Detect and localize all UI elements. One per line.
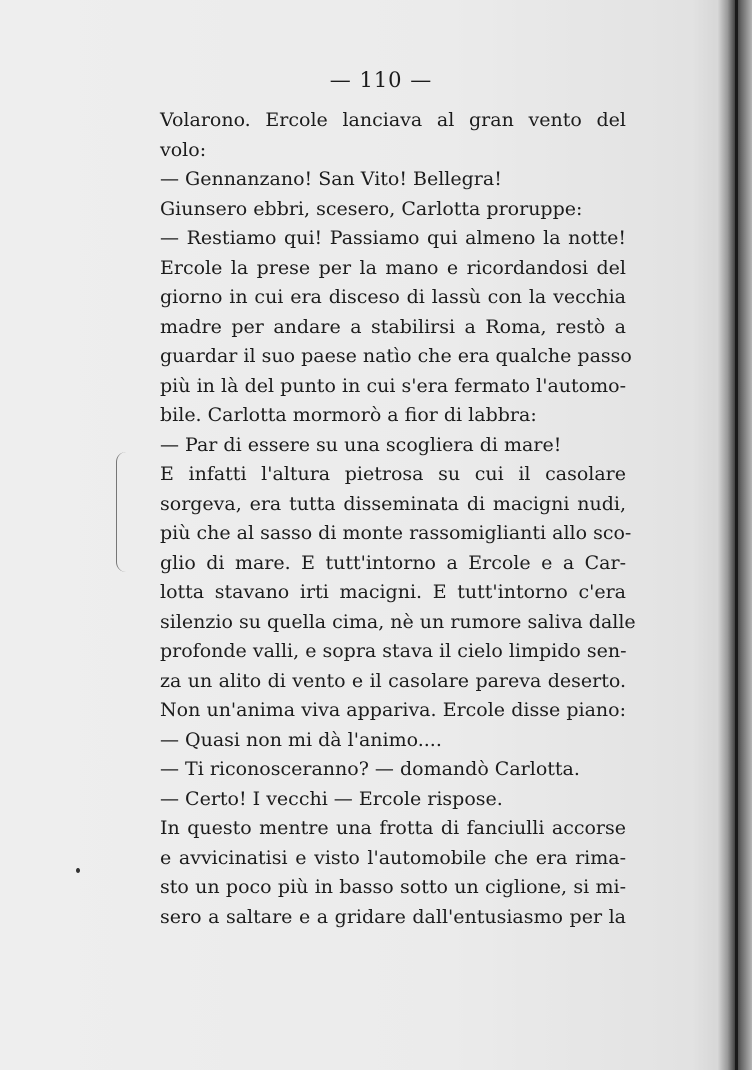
text-line: — Gennanzano! San Vito! Bellegra! — [160, 168, 502, 190]
text-line: Volarono. Ercole lanciava al gran vento del — [160, 109, 626, 131]
text-line: profonde valli, e sopra stava il cielo limpido sen- — [160, 640, 627, 662]
text-line: E infatti l'altura pietrosa su cui il casolare — [160, 463, 626, 485]
spine-shadow-line — [735, 0, 738, 1070]
text-line: sto un poco più in basso sotto un ciglione, si mi- — [160, 876, 626, 898]
text-line: za un alito di vento e il casolare pareva deserto. — [160, 669, 626, 692]
text-line: sero a saltare e a gridare dall'entusiasmo per la — [160, 905, 626, 928]
text-line: Non un'anima viva appariva. Ercole disse piano: — [160, 699, 626, 721]
margin-pencil-mark — [116, 452, 135, 572]
text-line: guardar il suo paese natìo che era qualche passo — [160, 345, 632, 367]
text-line: — Quasi non mi dà l'animo.... — [160, 728, 442, 751]
text-line: — Certo! I vecchi — Ercole rispose. — [160, 787, 503, 810]
text-line: volo: — [160, 138, 207, 161]
text-line: e avvicinatisi e visto l'automobile che era rima- — [160, 846, 626, 869]
text-line: In questo mentre una frotta di fanciulli accorse — [160, 817, 626, 839]
text-line: silenzio su quella cima, nè un rumore saliva dalle — [160, 610, 636, 633]
text-line: giorno in cui era disceso di lassù con la vecchia — [160, 286, 626, 308]
text-line: lotta stavano irti macigni. E tutt'intorno c'era — [160, 581, 626, 603]
text-line: — Ti riconosceranno? — domandò Carlotta. — [160, 758, 580, 780]
text-line: sorgeva, era tutta disseminata di macigni nudi, — [160, 492, 626, 515]
page-number: — 110 — — [329, 68, 433, 92]
text-line: — Restiamo qui! Passiamo qui almeno la notte! — [160, 227, 626, 249]
margin-ink-dot — [76, 868, 80, 873]
text-line: Ercole la prese per la mano e ricordandosi del — [160, 256, 626, 279]
text-line: più che al sasso di monte rassomiglianti allo sco- — [160, 522, 632, 544]
text-line: bile. Carlotta mormorò a fior di labbra: — [160, 404, 537, 426]
text-line: madre per andare a stabilirsi a Roma, restò a — [160, 315, 626, 338]
text-line: più in là del punto in cui s'era fermato l'automo- — [160, 374, 626, 397]
text-line: glio di mare. E tutt'intorno a Ercole e a Car- — [160, 551, 626, 574]
text-line: Giunsero ebbri, scesero, Carlotta proruppe: — [160, 197, 583, 220]
text-line: — Par di essere su una scogliera di mare! — [160, 433, 562, 456]
body-text — [160, 106, 636, 932]
